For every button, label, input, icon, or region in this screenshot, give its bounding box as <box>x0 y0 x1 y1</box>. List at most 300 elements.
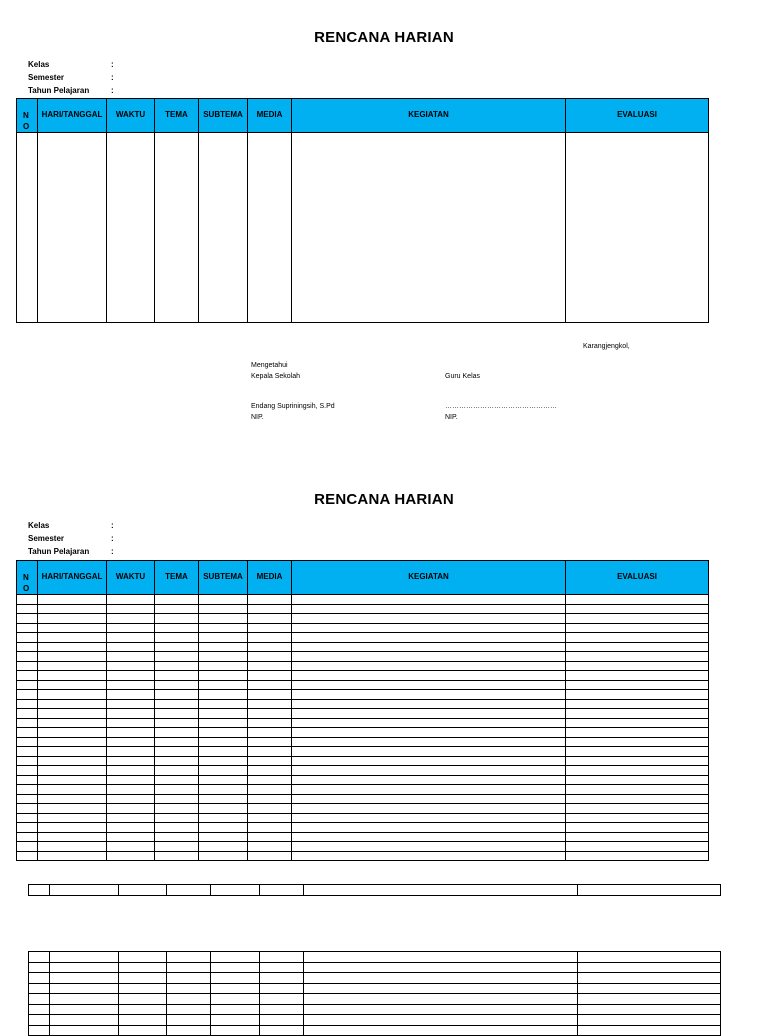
table-cell[interactable] <box>199 851 248 861</box>
table-cell[interactable] <box>248 690 292 700</box>
table-cell[interactable] <box>107 595 155 605</box>
table-cell[interactable] <box>167 1025 211 1036</box>
table-cell[interactable] <box>260 962 304 973</box>
table-cell[interactable] <box>292 623 566 633</box>
table-cell[interactable] <box>17 680 38 690</box>
table-cell[interactable] <box>304 1004 578 1015</box>
table-cell[interactable] <box>107 794 155 804</box>
table-cell[interactable] <box>566 756 709 766</box>
table-cell[interactable] <box>38 595 107 605</box>
table-cell[interactable] <box>17 813 38 823</box>
table-cell[interactable] <box>566 728 709 738</box>
table-cell[interactable] <box>50 952 119 963</box>
table-cell[interactable] <box>248 680 292 690</box>
table-cell[interactable] <box>566 690 709 700</box>
table-cell[interactable] <box>199 775 248 785</box>
table-cell[interactable] <box>248 823 292 833</box>
table-cell[interactable] <box>38 718 107 728</box>
table-cell[interactable] <box>248 737 292 747</box>
table-cell[interactable] <box>167 1015 211 1026</box>
table-cell[interactable] <box>292 680 566 690</box>
table-cell[interactable] <box>292 794 566 804</box>
table-cell[interactable] <box>292 813 566 823</box>
table-cell[interactable] <box>107 766 155 776</box>
table-cell[interactable] <box>17 699 38 709</box>
table-cell[interactable] <box>199 633 248 643</box>
table-cell[interactable] <box>17 728 38 738</box>
table-cell[interactable] <box>199 604 248 614</box>
table-cell[interactable] <box>155 680 199 690</box>
table-cell[interactable] <box>50 983 119 994</box>
table-cell[interactable] <box>155 851 199 861</box>
table-cell[interactable] <box>155 642 199 652</box>
table-cell[interactable] <box>38 633 107 643</box>
table-cell[interactable] <box>17 747 38 757</box>
table-cell[interactable] <box>199 642 248 652</box>
table-cell[interactable] <box>199 728 248 738</box>
table-cell[interactable] <box>578 973 721 984</box>
table-cell[interactable] <box>167 1004 211 1015</box>
table-cell[interactable] <box>17 785 38 795</box>
table-cell[interactable] <box>29 1004 50 1015</box>
table-cell[interactable] <box>248 794 292 804</box>
table-cell[interactable] <box>578 983 721 994</box>
table-cell[interactable] <box>17 133 38 323</box>
table-cell[interactable] <box>38 709 107 719</box>
table-cell[interactable] <box>199 794 248 804</box>
table-cell[interactable] <box>38 642 107 652</box>
table-cell[interactable] <box>248 756 292 766</box>
table-cell[interactable] <box>38 737 107 747</box>
table-cell[interactable] <box>107 642 155 652</box>
table-cell[interactable] <box>566 737 709 747</box>
table-cell[interactable] <box>17 718 38 728</box>
table-cell[interactable] <box>304 885 578 896</box>
table-cell[interactable] <box>107 623 155 633</box>
table-cell[interactable] <box>292 747 566 757</box>
table-cell[interactable] <box>29 962 50 973</box>
table-cell[interactable] <box>211 1004 260 1015</box>
table-cell[interactable] <box>248 661 292 671</box>
table-cell[interactable] <box>119 994 167 1005</box>
table-cell[interactable] <box>167 885 211 896</box>
table-cell[interactable] <box>304 983 578 994</box>
table-cell[interactable] <box>38 614 107 624</box>
table-cell[interactable] <box>199 747 248 757</box>
table-cell[interactable] <box>292 728 566 738</box>
table-cell[interactable] <box>38 133 107 323</box>
table-cell[interactable] <box>260 973 304 984</box>
table-cell[interactable] <box>199 623 248 633</box>
table-cell[interactable] <box>211 994 260 1005</box>
table-cell[interactable] <box>260 885 304 896</box>
table-cell[interactable] <box>199 614 248 624</box>
table-cell[interactable] <box>119 1025 167 1036</box>
table-cell[interactable] <box>107 652 155 662</box>
table-cell[interactable] <box>17 604 38 614</box>
table-cell[interactable] <box>50 962 119 973</box>
table-cell[interactable] <box>155 652 199 662</box>
table-cell[interactable] <box>566 614 709 624</box>
table-cell[interactable] <box>304 1025 578 1036</box>
table-cell[interactable] <box>292 614 566 624</box>
table-cell[interactable] <box>50 885 119 896</box>
table-cell[interactable] <box>107 633 155 643</box>
table-cell[interactable] <box>292 633 566 643</box>
table-cell[interactable] <box>38 699 107 709</box>
table-cell[interactable] <box>38 661 107 671</box>
table-cell[interactable] <box>119 983 167 994</box>
table-cell[interactable] <box>50 973 119 984</box>
table-cell[interactable] <box>566 699 709 709</box>
table-cell[interactable] <box>292 785 566 795</box>
table-cell[interactable] <box>211 885 260 896</box>
table-cell[interactable] <box>292 842 566 852</box>
table-cell[interactable] <box>292 661 566 671</box>
table-cell[interactable] <box>167 983 211 994</box>
table-cell[interactable] <box>248 133 292 323</box>
table-cell[interactable] <box>578 885 721 896</box>
table-cell[interactable] <box>566 671 709 681</box>
table-cell[interactable] <box>248 728 292 738</box>
table-cell[interactable] <box>260 952 304 963</box>
table-cell[interactable] <box>566 766 709 776</box>
table-cell[interactable] <box>566 595 709 605</box>
table-cell[interactable] <box>107 699 155 709</box>
table-cell[interactable] <box>17 794 38 804</box>
table-cell[interactable] <box>566 642 709 652</box>
table-cell[interactable] <box>17 652 38 662</box>
table-cell[interactable] <box>211 1025 260 1036</box>
table-cell[interactable] <box>292 133 566 323</box>
table-cell[interactable] <box>50 1004 119 1015</box>
table-cell[interactable] <box>107 851 155 861</box>
table-cell[interactable] <box>211 973 260 984</box>
table-cell[interactable] <box>17 614 38 624</box>
table-cell[interactable] <box>248 813 292 823</box>
table-cell[interactable] <box>248 671 292 681</box>
table-cell[interactable] <box>119 973 167 984</box>
table-cell[interactable] <box>248 766 292 776</box>
table-cell[interactable] <box>211 952 260 963</box>
table-cell[interactable] <box>38 794 107 804</box>
table-cell[interactable] <box>248 832 292 842</box>
table-cell[interactable] <box>566 832 709 842</box>
table-cell[interactable] <box>566 661 709 671</box>
table-cell[interactable] <box>211 1015 260 1026</box>
table-cell[interactable] <box>566 842 709 852</box>
table-cell[interactable] <box>155 623 199 633</box>
table-cell[interactable] <box>17 623 38 633</box>
table-cell[interactable] <box>119 1015 167 1026</box>
table-cell[interactable] <box>17 661 38 671</box>
table-cell[interactable] <box>155 614 199 624</box>
table-cell[interactable] <box>248 604 292 614</box>
table-cell[interactable] <box>107 604 155 614</box>
table-cell[interactable] <box>38 775 107 785</box>
table-cell[interactable] <box>107 747 155 757</box>
table-cell[interactable] <box>199 652 248 662</box>
table-cell[interactable] <box>566 823 709 833</box>
table-cell[interactable] <box>38 671 107 681</box>
table-cell[interactable] <box>199 595 248 605</box>
table-cell[interactable] <box>29 952 50 963</box>
table-cell[interactable] <box>17 690 38 700</box>
table-cell[interactable] <box>566 633 709 643</box>
table-cell[interactable] <box>566 775 709 785</box>
table-cell[interactable] <box>50 1025 119 1036</box>
table-cell[interactable] <box>167 994 211 1005</box>
table-cell[interactable] <box>29 885 50 896</box>
table-cell[interactable] <box>107 690 155 700</box>
table-cell[interactable] <box>155 775 199 785</box>
table-cell[interactable] <box>566 623 709 633</box>
table-cell[interactable] <box>107 728 155 738</box>
table-cell[interactable] <box>155 709 199 719</box>
table-cell[interactable] <box>199 813 248 823</box>
table-cell[interactable] <box>155 756 199 766</box>
table-cell[interactable] <box>566 794 709 804</box>
table-cell[interactable] <box>199 785 248 795</box>
table-cell[interactable] <box>292 690 566 700</box>
table-cell[interactable] <box>29 1015 50 1026</box>
table-cell[interactable] <box>155 813 199 823</box>
table-cell[interactable] <box>107 842 155 852</box>
table-cell[interactable] <box>566 604 709 614</box>
table-cell[interactable] <box>292 851 566 861</box>
table-cell[interactable] <box>292 652 566 662</box>
table-cell[interactable] <box>199 661 248 671</box>
table-cell[interactable] <box>155 133 199 323</box>
table-cell[interactable] <box>38 728 107 738</box>
table-cell[interactable] <box>38 842 107 852</box>
table-cell[interactable] <box>566 747 709 757</box>
table-cell[interactable] <box>248 652 292 662</box>
table-cell[interactable] <box>107 813 155 823</box>
table-cell[interactable] <box>578 1025 721 1036</box>
table-cell[interactable] <box>199 133 248 323</box>
table-cell[interactable] <box>167 973 211 984</box>
table-cell[interactable] <box>260 1025 304 1036</box>
table-cell[interactable] <box>107 671 155 681</box>
table-cell[interactable] <box>248 842 292 852</box>
table-cell[interactable] <box>155 728 199 738</box>
table-cell[interactable] <box>107 614 155 624</box>
table-cell[interactable] <box>292 671 566 681</box>
table-cell[interactable] <box>107 775 155 785</box>
table-cell[interactable] <box>17 842 38 852</box>
table-cell[interactable] <box>304 962 578 973</box>
table-cell[interactable] <box>292 642 566 652</box>
table-cell[interactable] <box>107 133 155 323</box>
table-cell[interactable] <box>248 718 292 728</box>
table-cell[interactable] <box>17 756 38 766</box>
table-cell[interactable] <box>199 823 248 833</box>
table-cell[interactable] <box>292 766 566 776</box>
table-cell[interactable] <box>248 623 292 633</box>
table-cell[interactable] <box>292 756 566 766</box>
table-cell[interactable] <box>292 804 566 814</box>
table-cell[interactable] <box>107 737 155 747</box>
table-cell[interactable] <box>107 661 155 671</box>
table-cell[interactable] <box>566 718 709 728</box>
table-cell[interactable] <box>199 718 248 728</box>
table-cell[interactable] <box>38 804 107 814</box>
table-cell[interactable] <box>292 595 566 605</box>
table-cell[interactable] <box>29 994 50 1005</box>
table-cell[interactable] <box>248 614 292 624</box>
table-cell[interactable] <box>155 737 199 747</box>
table-cell[interactable] <box>38 747 107 757</box>
table-cell[interactable] <box>199 756 248 766</box>
table-cell[interactable] <box>292 699 566 709</box>
table-cell[interactable] <box>38 680 107 690</box>
table-cell[interactable] <box>38 832 107 842</box>
table-cell[interactable] <box>248 633 292 643</box>
table-cell[interactable] <box>248 785 292 795</box>
table-cell[interactable] <box>304 952 578 963</box>
table-cell[interactable] <box>260 994 304 1005</box>
table-cell[interactable] <box>292 709 566 719</box>
table-cell[interactable] <box>155 661 199 671</box>
table-cell[interactable] <box>38 813 107 823</box>
table-cell[interactable] <box>566 709 709 719</box>
table-cell[interactable] <box>155 785 199 795</box>
table-cell[interactable] <box>155 747 199 757</box>
table-cell[interactable] <box>155 604 199 614</box>
table-cell[interactable] <box>167 962 211 973</box>
table-cell[interactable] <box>248 804 292 814</box>
table-cell[interactable] <box>578 1015 721 1026</box>
table-cell[interactable] <box>578 952 721 963</box>
table-cell[interactable] <box>199 690 248 700</box>
table-cell[interactable] <box>155 804 199 814</box>
table-cell[interactable] <box>566 813 709 823</box>
table-cell[interactable] <box>292 832 566 842</box>
table-cell[interactable] <box>38 766 107 776</box>
table-cell[interactable] <box>107 680 155 690</box>
table-cell[interactable] <box>38 785 107 795</box>
table-cell[interactable] <box>566 680 709 690</box>
table-cell[interactable] <box>119 952 167 963</box>
table-cell[interactable] <box>38 690 107 700</box>
table-cell[interactable] <box>566 804 709 814</box>
table-cell[interactable] <box>199 766 248 776</box>
table-cell[interactable] <box>566 851 709 861</box>
table-cell[interactable] <box>38 604 107 614</box>
table-cell[interactable] <box>107 823 155 833</box>
table-cell[interactable] <box>260 983 304 994</box>
table-cell[interactable] <box>38 851 107 861</box>
table-cell[interactable] <box>107 709 155 719</box>
table-cell[interactable] <box>248 851 292 861</box>
table-cell[interactable] <box>155 832 199 842</box>
table-cell[interactable] <box>155 766 199 776</box>
table-cell[interactable] <box>17 832 38 842</box>
table-cell[interactable] <box>260 1015 304 1026</box>
table-cell[interactable] <box>304 994 578 1005</box>
table-cell[interactable] <box>107 718 155 728</box>
table-cell[interactable] <box>199 737 248 747</box>
table-cell[interactable] <box>248 595 292 605</box>
table-cell[interactable] <box>155 633 199 643</box>
table-cell[interactable] <box>566 652 709 662</box>
table-cell[interactable] <box>17 671 38 681</box>
table-cell[interactable] <box>578 962 721 973</box>
table-cell[interactable] <box>38 652 107 662</box>
table-cell[interactable] <box>248 642 292 652</box>
table-cell[interactable] <box>155 823 199 833</box>
table-cell[interactable] <box>566 133 709 323</box>
table-cell[interactable] <box>107 832 155 842</box>
table-cell[interactable] <box>155 699 199 709</box>
table-cell[interactable] <box>29 1025 50 1036</box>
table-cell[interactable] <box>248 775 292 785</box>
table-cell[interactable] <box>199 832 248 842</box>
table-cell[interactable] <box>304 1015 578 1026</box>
table-cell[interactable] <box>107 804 155 814</box>
table-cell[interactable] <box>119 962 167 973</box>
table-cell[interactable] <box>199 842 248 852</box>
table-cell[interactable] <box>292 718 566 728</box>
table-cell[interactable] <box>50 994 119 1005</box>
table-cell[interactable] <box>17 737 38 747</box>
table-cell[interactable] <box>17 823 38 833</box>
table-cell[interactable] <box>248 699 292 709</box>
table-cell[interactable] <box>155 842 199 852</box>
table-cell[interactable] <box>29 973 50 984</box>
table-cell[interactable] <box>119 885 167 896</box>
table-cell[interactable] <box>155 671 199 681</box>
table-cell[interactable] <box>566 785 709 795</box>
table-cell[interactable] <box>17 851 38 861</box>
table-cell[interactable] <box>211 983 260 994</box>
table-cell[interactable] <box>260 1004 304 1015</box>
table-cell[interactable] <box>107 756 155 766</box>
table-cell[interactable] <box>248 747 292 757</box>
table-cell[interactable] <box>304 973 578 984</box>
table-cell[interactable] <box>167 952 211 963</box>
table-cell[interactable] <box>292 604 566 614</box>
table-cell[interactable] <box>17 709 38 719</box>
table-cell[interactable] <box>50 1015 119 1026</box>
table-cell[interactable] <box>199 709 248 719</box>
table-cell[interactable] <box>17 775 38 785</box>
table-cell[interactable] <box>578 1004 721 1015</box>
table-cell[interactable] <box>292 823 566 833</box>
table-cell[interactable] <box>119 1004 167 1015</box>
table-cell[interactable] <box>578 994 721 1005</box>
table-cell[interactable] <box>199 680 248 690</box>
table-cell[interactable] <box>38 623 107 633</box>
table-cell[interactable] <box>199 671 248 681</box>
table-cell[interactable] <box>199 699 248 709</box>
table-cell[interactable] <box>107 785 155 795</box>
table-cell[interactable] <box>38 756 107 766</box>
table-cell[interactable] <box>248 709 292 719</box>
table-cell[interactable] <box>17 642 38 652</box>
table-cell[interactable] <box>292 775 566 785</box>
table-cell[interactable] <box>211 962 260 973</box>
table-cell[interactable] <box>292 737 566 747</box>
table-cell[interactable] <box>38 823 107 833</box>
table-cell[interactable] <box>155 690 199 700</box>
table-cell[interactable] <box>17 633 38 643</box>
table-cell[interactable] <box>155 595 199 605</box>
table-cell[interactable] <box>155 794 199 804</box>
table-cell[interactable] <box>17 766 38 776</box>
table-cell[interactable] <box>155 718 199 728</box>
